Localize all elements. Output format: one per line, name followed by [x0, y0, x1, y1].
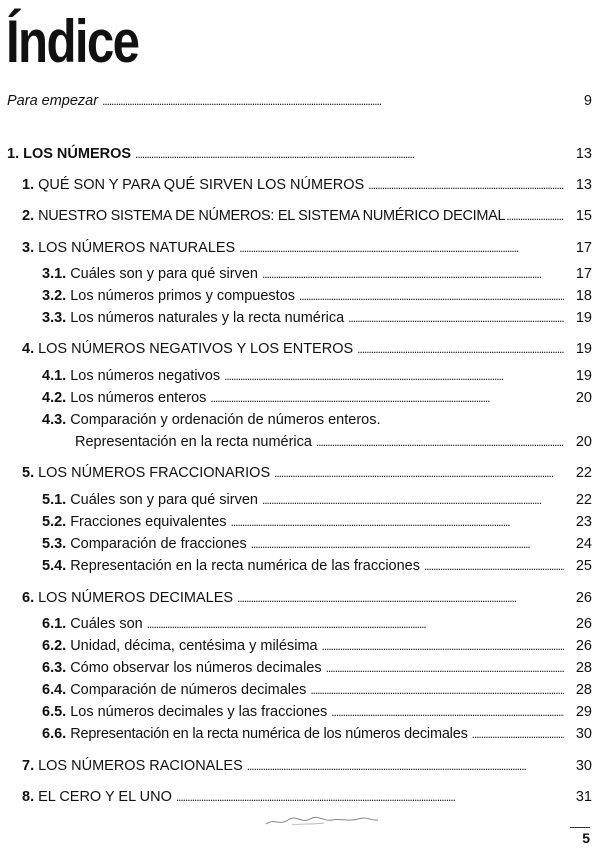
- dot-leader: [274, 463, 564, 483]
- toc-entry-number: 3.3.: [42, 310, 67, 326]
- toc-section-4[interactable]: [0, 339, 592, 359]
- toc-entry-number: 5.2.: [42, 514, 67, 530]
- toc-chapter-1[interactable]: [0, 144, 592, 164]
- dot-leader: [262, 490, 564, 510]
- toc-entry-title: LOS NÚMEROS NATURALES: [38, 240, 236, 256]
- toc-entry-title: QUÉ SON Y PARA QUÉ SIRVEN LOS NÚMEROS: [38, 177, 365, 193]
- toc-subsection-3-3[interactable]: [0, 308, 592, 328]
- toc-section-2[interactable]: [0, 206, 592, 226]
- toc-entry-title: Los números primos y compuestos: [70, 288, 296, 304]
- toc-subsection-5-4[interactable]: [0, 556, 592, 576]
- toc-entry-page: 28: [575, 682, 592, 698]
- toc-entry-title: LOS NÚMEROS: [23, 146, 132, 162]
- dot-leader: [135, 144, 564, 164]
- toc-subsection-6-6[interactable]: [0, 724, 592, 744]
- toc-entry-title: Para empezar: [7, 93, 99, 109]
- toc-section-6[interactable]: [0, 588, 592, 608]
- toc-entry-page: 19: [575, 368, 592, 384]
- toc-entry-page: 23: [575, 514, 592, 530]
- toc-entry-title: Fracciones equivalentes: [70, 514, 227, 530]
- toc-entry-title: LOS NÚMEROS FRACCIONARIOS: [38, 465, 271, 481]
- toc-entry-page: 26: [575, 638, 592, 654]
- dot-leader: [231, 512, 564, 532]
- toc-entry-title: EL CERO Y EL UNO: [38, 789, 172, 805]
- toc-entry-page: 30: [575, 726, 592, 742]
- toc-entry-para-empezar[interactable]: [0, 91, 592, 111]
- toc-entry-page: 22: [575, 465, 592, 481]
- dot-leader: [310, 680, 564, 700]
- dot-leader: [368, 175, 564, 195]
- dot-leader: [237, 588, 564, 608]
- handwritten-scribble: [262, 810, 382, 830]
- toc-subsection-5-1[interactable]: [0, 490, 592, 510]
- toc-entry-page: 15: [575, 208, 592, 224]
- toc-subsection-4-1[interactable]: [0, 366, 592, 386]
- toc-entry-page: 20: [575, 434, 592, 450]
- toc-entry-number: 6.: [22, 590, 35, 606]
- dot-leader: [326, 658, 564, 678]
- toc-subsection-6-4[interactable]: [0, 680, 592, 700]
- toc-entry-title: Cuáles son: [70, 616, 143, 632]
- dot-leader: [251, 534, 564, 554]
- toc-entry-title: Representación en la recta numérica de los números decimales: [70, 726, 468, 742]
- toc-entry-number: 6.1.: [42, 616, 67, 632]
- page-title: Índice: [6, 8, 139, 75]
- toc-subsection-4-3[interactable]: [0, 410, 592, 430]
- dot-leader: [472, 724, 564, 744]
- toc-entry-page: 20: [575, 390, 592, 406]
- toc-subsection-6-3[interactable]: [0, 658, 592, 678]
- toc-entry-number: 7.: [22, 758, 35, 774]
- toc-entry-title: Los números enteros: [70, 390, 207, 406]
- toc-subsection-3-2[interactable]: [0, 286, 592, 306]
- toc-entry-title: Representación en la recta numérica: [75, 434, 312, 450]
- toc-entry-title: Los números decimales y las fracciones: [70, 704, 328, 720]
- toc-subsection-5-3[interactable]: [0, 534, 592, 554]
- toc-entry-number: 8.: [22, 789, 35, 805]
- toc-entry-number: 1.: [7, 146, 20, 162]
- toc-entry-number: 5.1.: [42, 492, 67, 508]
- dot-leader: [322, 636, 564, 656]
- toc-entry-title: Cómo observar los números decimales: [70, 660, 322, 676]
- toc-entry-title: Comparación y ordenación de números enteros.: [70, 412, 381, 428]
- toc-entry-number: 6.3.: [42, 660, 67, 676]
- toc-entry-number: 5.3.: [42, 536, 67, 552]
- toc-entry-number: 5.: [22, 465, 35, 481]
- toc-entry-number: 6.5.: [42, 704, 67, 720]
- toc-entry-page: 25: [575, 558, 592, 574]
- toc-entry-title: Cuáles son y para qué sirven: [70, 266, 258, 282]
- dot-leader: [262, 264, 564, 284]
- toc-entry-page: 31: [575, 789, 592, 805]
- dot-leader: [357, 339, 564, 359]
- dot-leader: [331, 702, 564, 722]
- toc-subsection-5-2[interactable]: [0, 512, 592, 532]
- toc-entry-page: 28: [575, 660, 592, 676]
- toc-section-8[interactable]: [0, 787, 592, 807]
- toc-entry-number: 4.3.: [42, 412, 67, 428]
- toc-subsection-6-1[interactable]: [0, 614, 592, 634]
- dot-leader: [247, 756, 564, 776]
- toc-entry-page: 9: [583, 93, 592, 109]
- toc-subsection-6-2[interactable]: [0, 636, 592, 656]
- toc-entry-number: 3.1.: [42, 266, 67, 282]
- dot-leader: [424, 556, 564, 576]
- toc-subsection-4-3-continued[interactable]: [0, 432, 592, 452]
- toc-entry-page: 24: [575, 536, 592, 552]
- toc-entry-number: 3.2.: [42, 288, 67, 304]
- toc-entry-number: 6.2.: [42, 638, 67, 654]
- toc-entry-number: 4.: [22, 341, 35, 357]
- toc-entry-title: LOS NÚMEROS DECIMALES: [38, 590, 234, 606]
- toc-entry-title: Cuáles son y para qué sirven: [70, 492, 258, 508]
- toc-subsection-6-5[interactable]: [0, 702, 592, 722]
- toc-entry-page: 30: [575, 758, 592, 774]
- toc-entry-page: 19: [575, 341, 592, 357]
- toc-entry-page: 18: [575, 288, 592, 304]
- toc-section-3[interactable]: [0, 238, 592, 258]
- toc-entry-page: 26: [575, 616, 592, 632]
- toc-entry-page: 17: [575, 266, 592, 282]
- dot-leader: [239, 238, 564, 258]
- dot-leader: [224, 366, 564, 386]
- toc-entry-page: 22: [575, 492, 592, 508]
- toc-entry-number: 5.4.: [42, 558, 67, 574]
- toc-entry-title: Comparación de fracciones: [70, 536, 247, 552]
- dot-leader: [176, 787, 564, 807]
- toc-entry-title: Unidad, décima, centésima y milésima: [70, 638, 318, 654]
- toc-entry-page: 13: [575, 146, 592, 162]
- toc-entry-page: 29: [575, 704, 592, 720]
- toc-entry-number: 6.4.: [42, 682, 67, 698]
- dot-leader: [506, 206, 564, 226]
- toc-entry-title: Representación en la recta numérica de las fracciones: [70, 558, 420, 574]
- dot-leader: [316, 432, 564, 452]
- toc-subsection-3-1[interactable]: [0, 264, 592, 284]
- toc-entry-title: Los números naturales y la recta numérica: [70, 310, 345, 326]
- dot-leader: [210, 388, 564, 408]
- toc-entry-page: 19: [575, 310, 592, 326]
- toc-entry-number: 1.: [22, 177, 35, 193]
- dot-leader: [299, 286, 564, 306]
- toc-entry-page: 13: [575, 177, 592, 193]
- toc-entry-title: LOS NÚMEROS RACIONALES: [38, 758, 243, 774]
- page-number: 5: [570, 827, 590, 846]
- toc-entry-number: 6.6.: [42, 726, 67, 742]
- toc-entry-number: 4.1.: [42, 368, 67, 384]
- toc-section-5[interactable]: [0, 463, 592, 483]
- dot-leader: [348, 308, 564, 328]
- toc-subsection-4-2[interactable]: [0, 388, 592, 408]
- toc-section-7[interactable]: [0, 756, 592, 776]
- toc-entry-number: 2.: [22, 208, 35, 224]
- toc-entry-title: Comparación de números decimales: [70, 682, 307, 698]
- toc-entry-page: 17: [575, 240, 592, 256]
- toc-entry-title: LOS NÚMEROS NEGATIVOS Y LOS ENTEROS: [38, 341, 354, 357]
- toc-section-1[interactable]: [0, 175, 592, 195]
- toc-entry-number: 4.2.: [42, 390, 67, 406]
- toc-entry-page: 26: [575, 590, 592, 606]
- dot-leader: [102, 91, 564, 111]
- toc-entry-number: 3.: [22, 240, 35, 256]
- toc-entry-title: NUESTRO SISTEMA DE NÚMEROS: EL SISTEMA NUMÉRICO DECIMAL: [38, 208, 506, 224]
- toc-entry-title: Los números negativos: [70, 368, 221, 384]
- dot-leader: [147, 614, 564, 634]
